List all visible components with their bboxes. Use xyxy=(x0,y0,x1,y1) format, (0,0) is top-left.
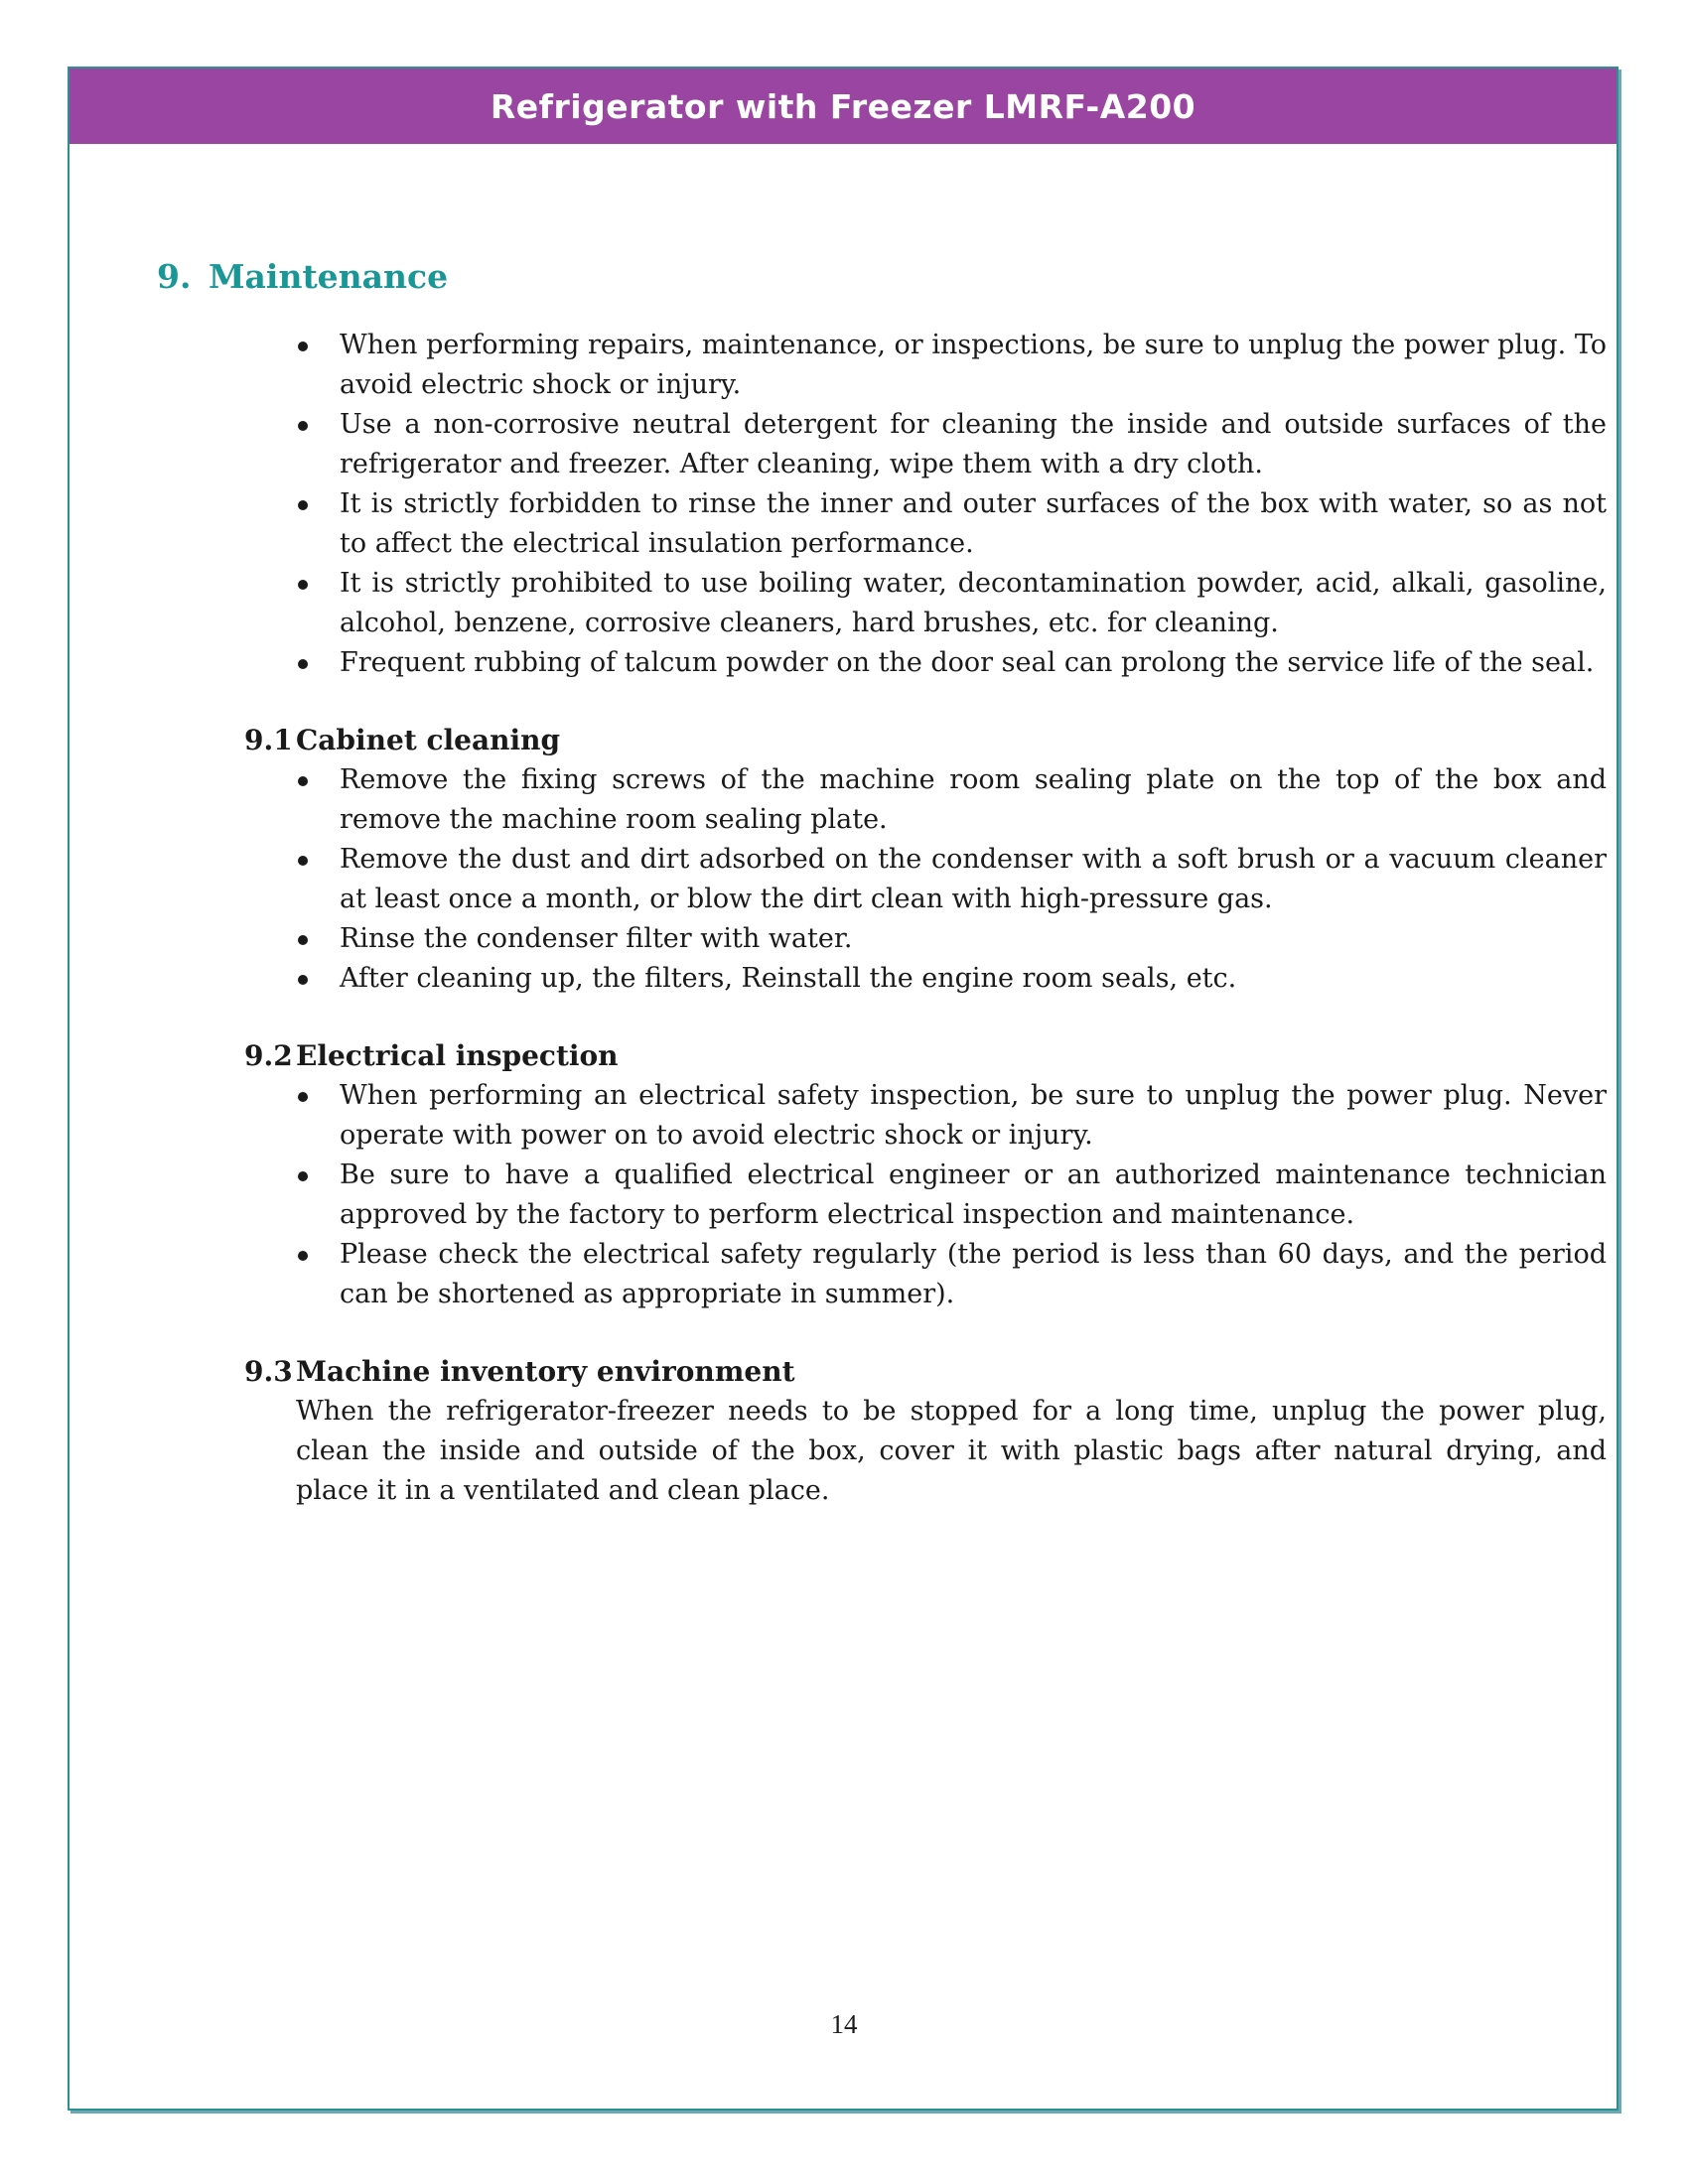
bullet-item: Please check the electrical safety regularly (the period is less than 60 days, and the period can be shortened as appropriate in summer). xyxy=(296,1235,1607,1314)
subsection-heading xyxy=(157,1036,1607,1076)
subsection-title: Machine inventory environment xyxy=(296,1355,795,1388)
bullet-item: Remove the fixing screws of the machine room sealing plate on the top of the box and remove the machine room sealing plate. xyxy=(296,760,1607,840)
bullet-item: When performing repairs, maintenance, or inspections, be sure to unplug the power plug. To avoid electric shock or injury. xyxy=(296,326,1607,405)
bullet-item: It is strictly prohibited to use boiling water, decontamination powder, acid, alkali, gasoline, alcohol, benzene, corrosive cleaners, hard brushes, etc. for cleaning. xyxy=(296,564,1607,643)
subsection-title: Cabinet cleaning xyxy=(296,724,561,756)
subsection-title: Electrical inspection xyxy=(296,1039,619,1072)
subsection-number: 9.2 xyxy=(244,1039,293,1072)
section-title: Maintenance xyxy=(209,257,449,296)
bullet-item: Rinse the condenser filter with water. xyxy=(296,919,1607,959)
subsection-electrical-inspection xyxy=(157,1036,1607,1314)
section-number: 9. xyxy=(157,257,192,296)
subsection-inventory-environment xyxy=(157,1352,1607,1511)
bullet-item: Be sure to have a qualified electrical engineer or an authorized maintenance technician approved by the factory to perform electrical inspection and maintenance. xyxy=(296,1156,1607,1235)
subsection-heading xyxy=(157,1352,1607,1392)
bullet-item: After cleaning up, the filters, Reinstall the engine room seals, etc. xyxy=(296,959,1607,999)
electrical-bullet-list xyxy=(157,1076,1607,1314)
page-frame xyxy=(68,67,1618,2111)
bullet-item: It is strictly forbidden to rinse the inner and outer surfaces of the box with water, so as not to affect the electrical insulation performance. xyxy=(296,484,1607,564)
page-number: 14 xyxy=(830,2009,858,2039)
subsection-number: 9.1 xyxy=(244,724,293,756)
document-header xyxy=(70,68,1617,144)
subsection-cabinet-cleaning xyxy=(157,721,1607,999)
document-title: Refrigerator with Freezer LMRF-A200 xyxy=(490,86,1196,126)
subsection-heading xyxy=(157,721,1607,760)
bullet-item: Use a non-corrosive neutral detergent for cleaning the inside and outside surfaces of the refrigerator and freezer. After cleaning, wipe them with a dry cloth. xyxy=(296,405,1607,484)
section-heading xyxy=(157,257,1607,296)
subsection-number: 9.3 xyxy=(244,1355,293,1388)
bullet-item: Frequent rubbing of talcum powder on the door seal can prolong the service life of the seal. xyxy=(296,643,1607,683)
inventory-paragraph: When the refrigerator-freezer needs to be stopped for a long time, unplug the power plug, clean the inside and outside of the box, cover it with plastic bags after natural drying, and place it in a ventilated and clean place. xyxy=(296,1396,1607,1506)
cabinet-bullet-list xyxy=(157,760,1607,999)
page-content xyxy=(157,257,1607,1511)
bullet-item: Remove the dust and dirt adsorbed on the condenser with a soft brush or a vacuum cleaner at least once a month, or blow the dirt clean with high-pressure gas. xyxy=(296,840,1607,919)
bullet-item: When performing an electrical safety inspection, be sure to unplug the power plug. Never operate with power on to avoid electric shock or injury. xyxy=(296,1076,1607,1156)
maintenance-bullet-list xyxy=(157,326,1607,683)
